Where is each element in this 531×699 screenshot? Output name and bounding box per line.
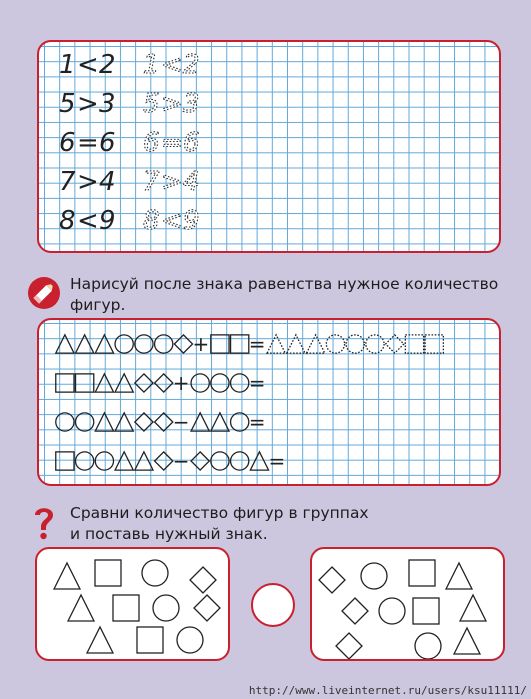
- circle-shape: [177, 627, 203, 653]
- circle-shape: [56, 413, 74, 431]
- circle-shape: [115, 335, 133, 353]
- triangle-shape: [135, 452, 153, 470]
- traced-right: 3: [183, 89, 200, 119]
- traced-right: 9: [183, 206, 200, 236]
- traced-sign: <: [161, 206, 183, 236]
- square-shape: [409, 560, 435, 586]
- digit-right: 9: [99, 206, 116, 236]
- operator-sign: +: [192, 332, 210, 356]
- circle-shape: [135, 335, 153, 353]
- square-shape: [405, 335, 423, 353]
- triangle-shape: [454, 628, 480, 654]
- square-shape: [56, 374, 74, 392]
- operator-sign: +: [172, 371, 190, 395]
- circle-shape: [76, 413, 94, 431]
- traced-sign: >: [161, 167, 183, 197]
- instruction-line: фигур.: [70, 296, 126, 314]
- triangle-shape: [191, 413, 209, 431]
- triangle-shape: [95, 413, 113, 431]
- circle-shape: [142, 560, 168, 586]
- triangle-shape: [115, 413, 133, 431]
- traced-left: 5: [143, 89, 160, 119]
- instruction-line: и поставь нужный знак.: [70, 525, 268, 543]
- circle-shape: [379, 598, 405, 624]
- instruction-draw-figures: [70, 274, 498, 316]
- circle-shape: [231, 452, 249, 470]
- diamond-shape: [174, 335, 192, 353]
- circle-shape: [366, 335, 384, 353]
- traced-left: 1: [143, 50, 160, 80]
- diamond-shape: [336, 633, 362, 659]
- diamond-shape: [135, 374, 153, 392]
- square-shape: [113, 595, 139, 621]
- triangle-shape: [307, 335, 325, 353]
- triangle-shape: [267, 335, 285, 353]
- diamond-shape: [135, 413, 153, 431]
- triangle-shape: [287, 335, 305, 353]
- diamond-shape: [194, 595, 220, 621]
- triangle-shape: [87, 627, 113, 653]
- circle-shape: [211, 374, 229, 392]
- square-shape: [231, 335, 249, 353]
- operator-sign: =: [248, 410, 266, 434]
- digit-sign: >: [77, 89, 99, 119]
- diamond-shape: [155, 452, 173, 470]
- digit-right: 4: [99, 167, 116, 197]
- triangle-shape: [68, 595, 94, 621]
- triangle-shape: [95, 374, 113, 392]
- circle-shape: [191, 374, 209, 392]
- traced-right: 6: [183, 128, 200, 158]
- right-shapes: [312, 549, 505, 661]
- square-shape: [95, 560, 121, 586]
- square-shape: [211, 335, 229, 353]
- comparison-grid-panel: [37, 40, 501, 253]
- digit-left: 5: [59, 89, 76, 119]
- equation-rows: [39, 320, 501, 486]
- square-shape: [76, 374, 94, 392]
- left-shape-group: [35, 547, 230, 661]
- right-shape-group: [310, 547, 505, 661]
- circle-shape: [361, 563, 387, 589]
- square-shape: [413, 598, 439, 624]
- circle-shape: [153, 595, 179, 621]
- left-shapes: [37, 549, 230, 661]
- circle-shape: [155, 335, 173, 353]
- instruction-line: Нарисуй после знака равенства нужное количество: [70, 275, 499, 293]
- comparison-rows: [39, 42, 501, 253]
- digit-left: 6: [59, 128, 76, 158]
- square-shape: [425, 335, 443, 353]
- operator-sign: −: [172, 410, 190, 434]
- circle-shape: [76, 452, 94, 470]
- triangle-shape: [460, 595, 486, 621]
- triangle-shape: [76, 335, 94, 353]
- traced-left: 6: [143, 128, 160, 158]
- square-shape: [137, 627, 163, 653]
- diamond-shape: [191, 452, 209, 470]
- pencil-icon: [27, 276, 61, 314]
- triangle-shape: [56, 335, 74, 353]
- traced-sign: <: [161, 50, 183, 80]
- diamond-shape: [342, 598, 368, 624]
- equation-grid-panel: [37, 318, 501, 486]
- digit-sign: <: [77, 50, 99, 80]
- triangle-shape: [250, 452, 268, 470]
- circle-shape: [231, 413, 249, 431]
- diamond-shape: [155, 374, 173, 392]
- digit-left: 1: [59, 50, 76, 80]
- traced-sign: =: [161, 128, 183, 158]
- traced-sign: >: [161, 89, 183, 119]
- circle-shape: [211, 452, 229, 470]
- circle-shape: [326, 335, 344, 353]
- triangle-shape: [54, 563, 80, 589]
- digit-right: 3: [99, 89, 116, 119]
- instruction-compare: [70, 503, 369, 545]
- circle-shape: [231, 374, 249, 392]
- traced-left: 7: [143, 167, 160, 197]
- instruction-line: Сравни количество фигур в группах: [70, 504, 369, 522]
- triangle-shape: [115, 374, 133, 392]
- operator-sign: =: [248, 332, 266, 356]
- operator-sign: =: [248, 371, 266, 395]
- circle-shape: [95, 452, 113, 470]
- diamond-shape: [386, 335, 404, 353]
- digit-left: 7: [59, 167, 76, 197]
- comparison-sign-circle[interactable]: [251, 583, 295, 627]
- triangle-shape: [115, 452, 133, 470]
- diamond-shape: [319, 567, 345, 593]
- traced-left: 8: [143, 206, 160, 236]
- operator-sign: −: [172, 449, 190, 473]
- question-mark-icon: [27, 502, 61, 546]
- digit-left: 8: [59, 206, 76, 236]
- traced-right: 2: [183, 50, 200, 80]
- square-shape: [56, 452, 74, 470]
- triangle-shape: [446, 563, 472, 589]
- digit-sign: <: [77, 206, 99, 236]
- circle-shape: [346, 335, 364, 353]
- digit-sign: =: [77, 128, 99, 158]
- digit-sign: >: [77, 167, 99, 197]
- triangle-shape: [95, 335, 113, 353]
- traced-right: 4: [183, 167, 200, 197]
- digit-right: 2: [99, 50, 116, 80]
- diamond-shape: [155, 413, 173, 431]
- diamond-shape: [190, 567, 216, 593]
- operator-sign: =: [268, 449, 286, 473]
- watermark: http://www.liveinternet.ru/users/ksu11111/: [248, 684, 527, 697]
- triangle-shape: [211, 413, 229, 431]
- digit-right: 6: [99, 128, 116, 158]
- circle-shape: [415, 633, 441, 659]
